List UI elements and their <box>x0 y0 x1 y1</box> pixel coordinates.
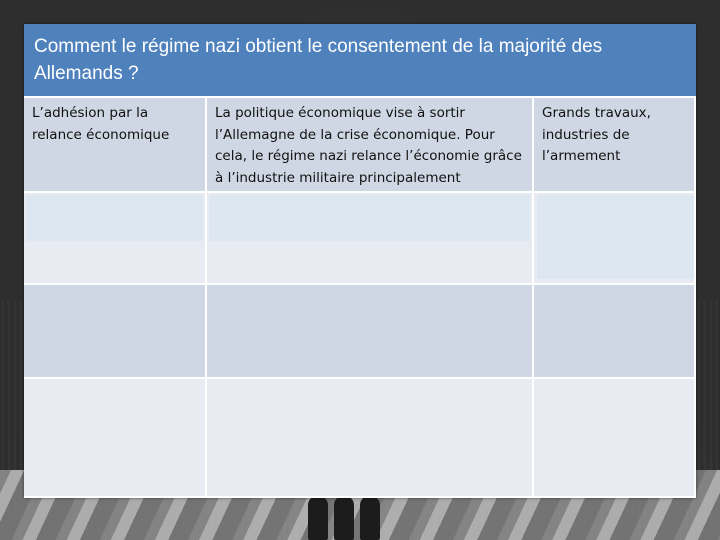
theme-text: L’adhésion par la relance économique <box>32 105 170 143</box>
answer-box[interactable] <box>26 195 203 241</box>
table-cell-explanation[interactable] <box>207 285 534 379</box>
table-cell-theme <box>24 193 207 285</box>
table-cell-examples[interactable] <box>534 285 696 379</box>
answer-box[interactable] <box>209 195 530 241</box>
lesson-table <box>24 24 696 498</box>
background-figures <box>300 492 400 540</box>
table-title: Comment le régime nazi obtient le consentement de la majorité des Allemands ? <box>24 24 696 98</box>
table-cell-theme[interactable] <box>24 379 207 498</box>
examples-text: Grands travaux, industries de l’armement <box>542 105 651 164</box>
table-cell-explanation <box>207 98 534 193</box>
table-cell-examples[interactable] <box>534 379 696 498</box>
table-cell-examples <box>534 193 696 285</box>
table-cell-theme[interactable] <box>24 285 207 379</box>
answer-box[interactable] <box>537 195 694 279</box>
explanation-text: La politique économique vise à sortir l’Allemagne de la crise économique. Pour cela, le régime nazi relance l’économie grâce à l’industrie militaire principalement <box>215 105 522 186</box>
table-cell-theme <box>24 98 207 193</box>
table-cell-examples <box>534 98 696 193</box>
table-cell-explanation[interactable] <box>207 379 534 498</box>
table-cell-explanation <box>207 193 534 285</box>
